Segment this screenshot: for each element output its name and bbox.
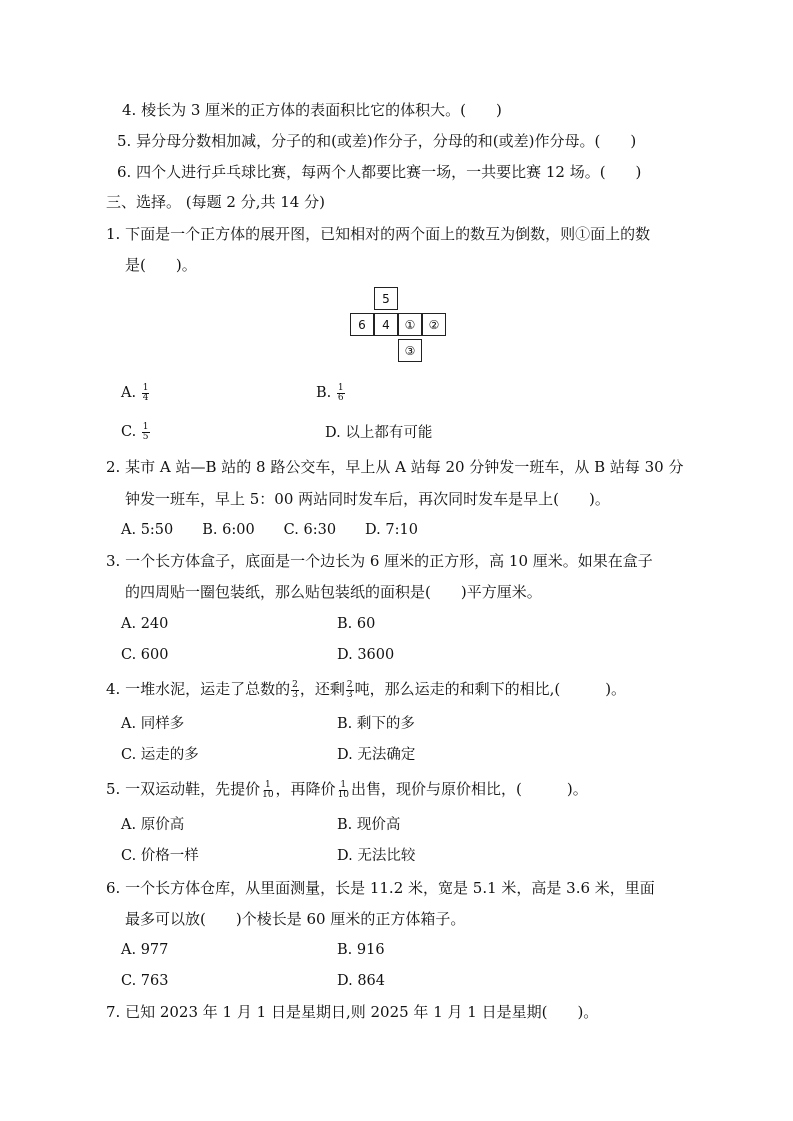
fraction: $\frac{1}{6}$ [337,382,344,403]
q6-option-d[interactable]: D. 864 [337,973,386,989]
question-6-line-1: 6. 一个长方体仓库，从里面测量，长是 11.2 米，宽是 5.1 米，高是 3.6 米，里面 [106,879,655,897]
section-heading: 三、选择。 (每题 2 分,共 14 分) [106,193,325,211]
cube-net-diagram [350,287,450,367]
q2-options[interactable]: A. 5:50 B. 6:00 C. 6:30 D. 7:10 [121,522,418,538]
q4-option-c[interactable]: C. 运走的多 [121,747,199,763]
q1-option-b[interactable] [316,383,346,403]
q4-option-d[interactable]: D. 无法确定 [337,747,416,763]
net-face-top: 5 [374,287,398,310]
net-face-1: ① [398,313,422,336]
judge-item-5: 5. 异分母分数相加减，分子的和(或差)作分子，分母的和(或差)作分母。( ) [117,132,637,150]
net-face-3: ③ [398,339,422,362]
question-3-line-2: 的四周贴一圈包装纸，那么贴包装纸的面积是( )平方厘米。 [125,583,542,601]
fraction: $\frac{2}{3}$ [292,679,298,700]
q1-option-c[interactable] [121,422,151,442]
q3-option-c[interactable]: C. 600 [121,647,169,663]
question-6-line-2: 最多可以放( )个棱长是 60 厘米的正方体箱子。 [125,910,466,928]
net-face-center: 4 [374,313,398,336]
q3-option-a[interactable]: A. 240 [121,616,169,632]
q5-option-a[interactable]: A. 原价高 [121,817,185,833]
question-5-line-1: 5. 一双运动鞋，先提价 $\frac{1}{10}$ ，再降价 $\frac{1}{10}$ 出售，现价与原价相比，( )。 [106,779,588,800]
judge-item-4: 4. 棱长为 3 厘米的正方体的表面积比它的体积大。( ) [122,101,502,119]
question-7-line-1: 7. 已知 2023 年 1 月 1 日是星期日,则 2025 年 1 月 1 日是星期( )。 [106,1003,599,1021]
question-1-line-1: 1. 下面是一个正方体的展开图，已知相对的两个面上的数互为倒数，则①面上的数 [106,225,651,243]
q3-option-b[interactable]: B. 60 [337,616,376,632]
fraction: $\frac{1}{4}$ [142,382,149,403]
fraction: $\frac{1}{10}$ [337,779,350,800]
question-3-line-1: 3. 一个长方体盒子，底面是一个边长为 6 厘米的正方形，高 10 厘米。如果在盒子 [106,552,653,570]
judge-item-6: 6. 四个人进行乒乓球比赛，每两个人都要比赛一场，一共要比赛 12 场。( ) [117,163,642,181]
fraction: $\frac{1}{5}$ [142,421,149,442]
fraction: $\frac{1}{10}$ [262,779,274,800]
fraction: $\frac{2}{3}$ [346,679,353,700]
q5-option-d[interactable]: D. 无法比较 [337,848,416,864]
option-letter: C. [121,424,137,440]
option-letter: A. [121,385,137,401]
q6-option-b[interactable]: B. 916 [337,942,385,958]
q4-option-b[interactable]: B. 剩下的多 [337,716,415,732]
q1-option-a[interactable] [121,383,150,403]
q1-option-d[interactable]: D. 以上都有可能 [325,425,433,441]
question-2-line-1: 2. 某市 A 站—B 站的 8 路公交车，早上从 A 站每 20 分钟发一班车，从 B 站每 30 分 [106,458,684,476]
q6-option-a[interactable]: A. 977 [121,942,169,958]
q6-option-c[interactable]: C. 763 [121,973,169,989]
q4-option-a[interactable]: A. 同样多 [121,716,185,732]
q5-option-c[interactable]: C. 价格一样 [121,848,199,864]
question-2-line-2: 钟发一班车，早上 5：00 两站同时发车后，再次同时发车是早上( )。 [125,490,610,508]
question-1-line-2: 是( )。 [125,256,197,274]
option-letter: B. [316,385,332,401]
q3-option-d[interactable]: D. 3600 [337,647,395,663]
question-4-line-1: 4. 一堆水泥，运走了总数的 $\frac{2}{3}$ ，还剩 $\frac{2}{3}$ 吨，那么运走的和剩下的相比,( )。 [106,679,627,700]
net-face-2: ② [422,313,446,336]
q5-option-b[interactable]: B. 现价高 [337,817,401,833]
net-face-left: 6 [350,313,374,336]
